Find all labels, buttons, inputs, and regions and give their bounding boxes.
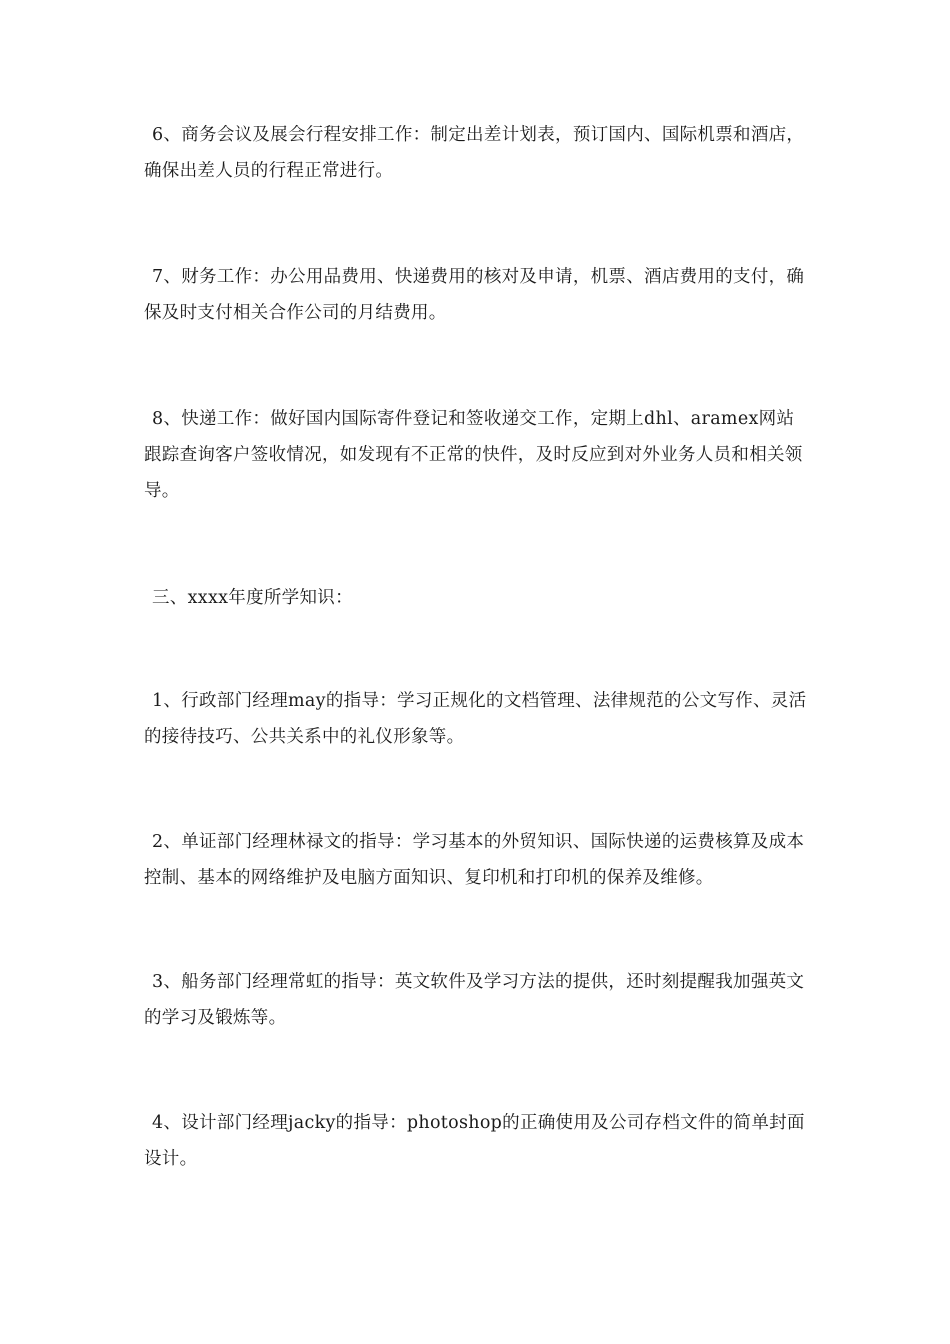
section-heading-knowledge: 三、xxxx年度所学知识： bbox=[152, 588, 353, 608]
paragraph-item-8-express: 8、快递工作：做好国内国际寄件登记和签收递交工作，定期上dhl、aramex网站跟踪查询客户签收情况，如发现有不正常的快件，及时反应到对外业务人员和相关领导。 bbox=[144, 409, 803, 501]
paragraph-item-2-document-manager: 2、单证部门经理林禄文的指导：学习基本的外贸知识、国际快递的运费核算及成本控制、基本的网络维护及电脑方面知识、复印机和打印机的保养及维修。 bbox=[144, 832, 805, 888]
paragraph-item-1-admin-manager: 1、行政部门经理may的指导：学习正规化的文档管理、法律规范的公文写作、灵活的接待技巧、公共关系中的礼仪形象等。 bbox=[144, 691, 807, 747]
paragraph-item-3-shipping-manager: 3、船务部门经理常虹的指导：英文软件及学习方法的提供，还时刻提醒我加强英文的学习及锻炼等。 bbox=[144, 972, 805, 1028]
paragraph-item-7-finance: 7、财务工作：办公用品费用、快递费用的核对及申请，机票、酒店费用的支付，确保及时支付相关合作公司的月结费用。 bbox=[144, 267, 805, 323]
paragraph-item-4-design-manager: 4、设计部门经理jacky的指导：photoshop的正确使用及公司存档文件的简单封面设计。 bbox=[144, 1113, 805, 1169]
paragraph-item-6-business-travel: 6、商务会议及展会行程安排工作：制定出差计划表，预订国内、国际机票和酒店，确保出差人员的行程正常进行。 bbox=[144, 125, 805, 181]
